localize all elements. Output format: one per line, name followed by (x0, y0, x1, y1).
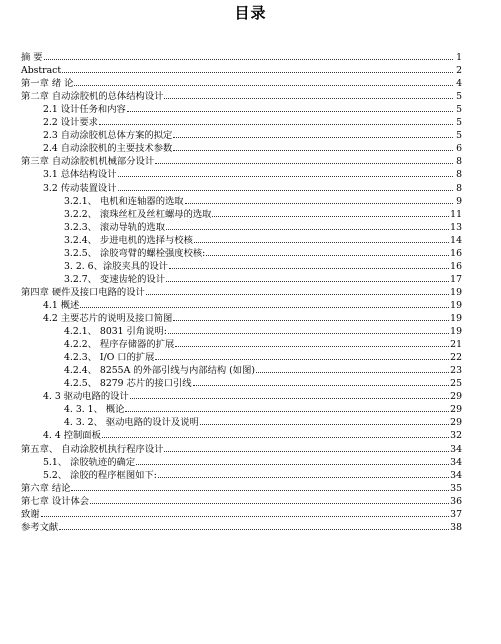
toc-entry-label: 2.2 设计要求 (43, 117, 98, 128)
toc-dot-leader (166, 220, 449, 230)
toc-entry-page-number: 29 (450, 404, 462, 415)
toc-entry-page-number: 17 (450, 274, 462, 285)
toc-entry[interactable] (64, 376, 462, 389)
toc-entry-page-number: 8 (456, 169, 462, 180)
toc-entry-page-number: 19 (450, 287, 462, 298)
toc-entry[interactable] (64, 272, 462, 285)
toc-entry-label: 参考文献 (21, 522, 59, 533)
toc-dot-leader (71, 481, 449, 491)
toc-entry[interactable] (21, 285, 462, 298)
toc-entry-page-number: 13 (450, 222, 462, 233)
toc-dot-leader (256, 363, 449, 373)
toc-entry-page-number: 38 (450, 522, 462, 533)
toc-entry[interactable] (21, 520, 462, 533)
toc-entry-label: 4.2.1、 8031 引角说明: (64, 326, 167, 337)
toc-dot-leader (194, 233, 449, 243)
toc-entry-label: 致谢 (21, 509, 40, 520)
toc-entry-label: 3.2.7、 变速齿轮的设计 (64, 274, 165, 285)
toc-entry-page-number: 16 (450, 248, 462, 259)
toc-entry-label: Abstract (21, 65, 62, 76)
toc-entry-label: 第二章 自动涂胶机的总体结构设计 (21, 91, 164, 102)
toc-dot-leader (164, 442, 449, 452)
toc-entry[interactable] (21, 63, 462, 76)
toc-entry[interactable] (43, 389, 462, 402)
toc-entry-label: 3.2.4、 步进电机的选择与校核 (64, 235, 193, 246)
toc-entry-label: 4. 3 驱动电路的设计 (43, 391, 129, 402)
toc-entry-label: 第七章 设计体会 (21, 496, 90, 507)
toc-dot-leader (125, 402, 449, 412)
toc-dot-leader (158, 468, 449, 478)
toc-entry[interactable] (64, 194, 462, 207)
toc-entry[interactable] (64, 350, 462, 363)
toc-entry-page-number: 29 (450, 417, 462, 428)
toc-entry[interactable] (21, 50, 462, 63)
toc-entry[interactable] (21, 76, 462, 89)
toc-entry-label: 第五章、 自动涂胶机执行程序设计 (21, 444, 164, 455)
toc-entry-label: 4. 3. 1、 概论 (64, 404, 125, 415)
toc-dot-leader (118, 181, 453, 191)
toc-entry-label: 2.1 设计任务和内容 (43, 104, 126, 115)
toc-dot-leader (127, 102, 453, 112)
toc-entry-page-number: 35 (450, 483, 462, 494)
toc-entry-page-number: 16 (450, 261, 462, 272)
toc-entry[interactable] (64, 259, 462, 272)
toc-entry-page-number: 36 (450, 496, 462, 507)
toc-entry-page-number: 14 (450, 235, 462, 246)
toc-dot-leader (155, 154, 453, 164)
toc-entry-page-number: 4 (456, 78, 462, 89)
toc-entry[interactable] (43, 428, 462, 441)
toc-dot-leader (44, 50, 453, 60)
toc-entry-page-number: 6 (456, 143, 462, 154)
toc-entry-label: 3.2 传动装置设计 (43, 183, 117, 194)
toc-dot-leader (185, 194, 453, 204)
toc-entry[interactable] (64, 363, 462, 376)
toc-dot-leader (173, 141, 453, 151)
toc-entry-label: 4.2.3、 I/O 口的扩展 (64, 352, 155, 363)
toc-dot-leader (206, 246, 449, 256)
toc-entry-page-number: 8 (456, 183, 462, 194)
toc-entry[interactable] (64, 324, 462, 337)
toc-entry[interactable] (21, 507, 462, 520)
toc-entry-page-number: 32 (450, 430, 462, 441)
toc-entry[interactable] (43, 298, 462, 311)
toc-entry-label: 4.2 主要芯片的说明及接口简图 (43, 313, 173, 324)
toc-entry-label: 3.2.3、 滚动导轨的选取 (64, 222, 165, 233)
toc-entry-label: 3.2.2、 滚珠丝杠及丝杠螺母的选取 (64, 209, 212, 220)
toc-dot-leader (90, 494, 449, 504)
toc-dot-leader (173, 128, 453, 138)
toc-dot-leader (80, 298, 449, 308)
toc-entry-page-number: 5 (456, 117, 462, 128)
toc-entry-label: 第四章 硬件及接口电路的设计 (21, 287, 145, 298)
toc-entry-page-number: 25 (450, 378, 462, 389)
toc-dot-leader (74, 76, 453, 86)
toc-entry[interactable] (43, 468, 462, 481)
toc-dot-leader (193, 376, 450, 386)
toc-dot-leader (99, 115, 453, 125)
toc-entry-page-number: 29 (450, 391, 462, 402)
toc-entry-page-number: 5 (456, 91, 462, 102)
toc-entry[interactable] (43, 128, 462, 141)
toc-dot-leader (59, 520, 449, 530)
toc-entry[interactable] (21, 154, 462, 167)
toc-entry[interactable] (43, 115, 462, 128)
toc-dot-leader (200, 415, 449, 425)
toc-dot-leader (212, 207, 449, 217)
toc-dot-leader (175, 337, 449, 347)
toc-entry-page-number: 9 (456, 196, 462, 207)
toc-entry-page-number: 1 (456, 52, 462, 63)
toc-dot-leader (169, 259, 449, 269)
toc-entry-label: 第六章 结论 (21, 483, 71, 494)
toc-entry-label: 3.2.1、 电机和连轴器的选取 (64, 196, 184, 207)
toc-entry-label: 2.4 自动涂胶机的主要技术参数 (43, 143, 173, 154)
toc-entry[interactable] (64, 337, 462, 350)
toc-entry-label: 第三章 自动涂胶机机械部分设计 (21, 156, 155, 167)
toc-entry[interactable] (21, 89, 462, 102)
toc-entry[interactable] (64, 415, 462, 428)
toc-dot-leader (62, 63, 453, 73)
toc-entry[interactable] (21, 442, 462, 455)
toc-entry-label: 摘 要 (21, 52, 43, 63)
toc-dot-leader (155, 350, 449, 360)
toc-entry-label: 4.1 概述 (43, 300, 80, 311)
toc-entry-page-number: 11 (450, 209, 462, 220)
toc-entry-label: 4.2.2、 程序存储器的扩展 (64, 339, 175, 350)
toc-entry-label: 第一章 绪 论 (21, 78, 74, 89)
toc-entry[interactable] (43, 311, 462, 324)
toc-entry-label: 5.1、 涂胶轨迹的确定 (43, 457, 136, 468)
toc-entry-page-number: 34 (450, 444, 462, 455)
page-title: 目录 (234, 4, 267, 22)
toc-entry-page-number: 8 (456, 156, 462, 167)
toc-entry-page-number: 21 (450, 339, 462, 350)
toc-entry-page-number: 19 (450, 326, 462, 337)
toc-dot-leader (102, 428, 449, 438)
toc-entry[interactable] (64, 402, 462, 415)
toc-entry[interactable] (21, 481, 462, 494)
toc-dot-leader (166, 272, 449, 282)
toc-entry[interactable] (64, 233, 462, 246)
toc-dot-leader (164, 89, 453, 99)
toc-dot-leader (168, 324, 449, 334)
toc-entry-label: 4.2.4、 8255A 的外部引线与内部结构 (如图) (64, 365, 256, 376)
toc-entry-page-number: 34 (450, 457, 462, 468)
toc-dot-leader (136, 455, 449, 465)
toc-entry-label: 3.1 总体结构设计 (43, 169, 117, 180)
toc-dot-leader (173, 311, 449, 321)
toc-dot-leader (146, 285, 449, 295)
toc-entry-page-number: 19 (450, 313, 462, 324)
toc-entry[interactable] (43, 455, 462, 468)
toc-entry-page-number: 22 (450, 352, 462, 363)
toc-entry[interactable] (43, 167, 462, 180)
toc-entry[interactable] (64, 246, 462, 259)
toc-entry-label: 4.2.5、 8279 芯片的接口引线 (64, 378, 192, 389)
toc-entry[interactable] (43, 102, 462, 115)
toc-entry-page-number: 23 (450, 365, 462, 376)
toc-entry-page-number: 5 (456, 104, 462, 115)
toc-entry[interactable] (64, 207, 462, 220)
toc-entry[interactable] (43, 181, 462, 194)
toc-entry-label: 3.2.5、 涂胶弯臂的螺栓强度校核: (64, 248, 206, 259)
toc-entry-label: 3. 2. 6、涂胶夹具的设计 (64, 261, 168, 272)
toc-entry-page-number: 19 (450, 300, 462, 311)
toc-entry[interactable] (21, 494, 462, 507)
toc-entry-page-number: 5 (456, 130, 462, 141)
toc-entry[interactable] (64, 220, 462, 233)
toc-entry-label: 4. 4 控制面板 (43, 430, 101, 441)
toc-entry-page-number: 37 (450, 509, 462, 520)
toc-entry-page-number: 34 (450, 470, 462, 481)
toc-dot-leader (118, 167, 453, 177)
toc-entry-label: 2.3 自动涂胶机总体方案的拟定 (43, 130, 173, 141)
toc-entry[interactable] (43, 141, 462, 154)
toc-dot-leader (41, 507, 450, 517)
toc-entry-label: 5.2、 涂胶的程序框图如下: (43, 470, 157, 481)
toc-entry-label: 4. 3. 2、 驱动电路的设计及说明 (64, 417, 199, 428)
toc-dot-leader (130, 389, 449, 399)
toc-entry-page-number: 2 (456, 65, 462, 76)
